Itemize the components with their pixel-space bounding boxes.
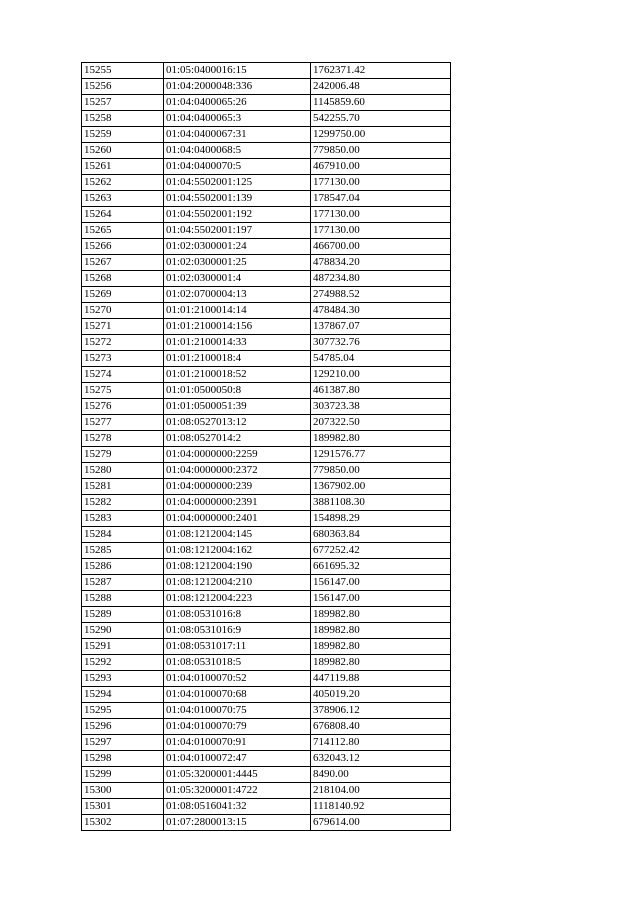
row-number-cell: 15259 xyxy=(82,127,164,143)
row-number-cell: 15269 xyxy=(82,287,164,303)
table-row xyxy=(82,527,451,543)
value-cell: 487234.80 xyxy=(311,271,451,287)
cadastral-number-cell: 01:08:0516041:32 xyxy=(164,799,311,815)
table-row xyxy=(82,719,451,735)
cadastral-number-cell: 01:05:0400016:15 xyxy=(164,63,311,79)
value-cell: 779850.00 xyxy=(311,143,451,159)
value-cell: 1299750.00 xyxy=(311,127,451,143)
table-row xyxy=(82,239,451,255)
table-row xyxy=(82,175,451,191)
cadastral-number-cell: 01:08:0531016:8 xyxy=(164,607,311,623)
value-cell: 467910.00 xyxy=(311,159,451,175)
table-row xyxy=(82,559,451,575)
value-cell: 307732.76 xyxy=(311,335,451,351)
value-cell: 779850.00 xyxy=(311,463,451,479)
row-number-cell: 15263 xyxy=(82,191,164,207)
row-number-cell: 15272 xyxy=(82,335,164,351)
row-number-cell: 15297 xyxy=(82,735,164,751)
table-row xyxy=(82,591,451,607)
table-row xyxy=(82,575,451,591)
row-number-cell: 15270 xyxy=(82,303,164,319)
table-row xyxy=(82,431,451,447)
table-row xyxy=(82,303,451,319)
table-row xyxy=(82,703,451,719)
row-number-cell: 15275 xyxy=(82,383,164,399)
cadastral-number-cell: 01:01:2100014:156 xyxy=(164,319,311,335)
table-row xyxy=(82,767,451,783)
row-number-cell: 15301 xyxy=(82,799,164,815)
value-cell: 178547.04 xyxy=(311,191,451,207)
table-row xyxy=(82,639,451,655)
table-row xyxy=(82,223,451,239)
row-number-cell: 15268 xyxy=(82,271,164,287)
cadastral-number-cell: 01:08:1212004:162 xyxy=(164,543,311,559)
cadastral-number-cell: 01:04:0000000:2401 xyxy=(164,511,311,527)
value-cell: 189982.80 xyxy=(311,623,451,639)
cadastral-number-cell: 01:04:0400065:3 xyxy=(164,111,311,127)
row-number-cell: 15291 xyxy=(82,639,164,655)
value-cell: 378906.12 xyxy=(311,703,451,719)
cadastral-number-cell: 01:08:1212004:223 xyxy=(164,591,311,607)
row-number-cell: 15271 xyxy=(82,319,164,335)
cadastral-number-cell: 01:04:5502001:192 xyxy=(164,207,311,223)
row-number-cell: 15285 xyxy=(82,543,164,559)
table-row xyxy=(82,463,451,479)
value-cell: 478484.30 xyxy=(311,303,451,319)
row-number-cell: 15295 xyxy=(82,703,164,719)
table-row xyxy=(82,367,451,383)
table-row xyxy=(82,399,451,415)
table-body xyxy=(82,63,451,831)
row-number-cell: 15256 xyxy=(82,79,164,95)
value-cell: 466700.00 xyxy=(311,239,451,255)
cadastral-number-cell: 01:05:3200001:4722 xyxy=(164,783,311,799)
cadastral-number-cell: 01:01:2100018:52 xyxy=(164,367,311,383)
cadastral-number-cell: 01:08:1212004:210 xyxy=(164,575,311,591)
table-row xyxy=(82,79,451,95)
table-row xyxy=(82,511,451,527)
cadastral-number-cell: 01:01:0500050:8 xyxy=(164,383,311,399)
row-number-cell: 15279 xyxy=(82,447,164,463)
cadastral-number-cell: 01:04:0100072:47 xyxy=(164,751,311,767)
value-cell: 177130.00 xyxy=(311,207,451,223)
value-cell: 676808.40 xyxy=(311,719,451,735)
value-cell: 156147.00 xyxy=(311,591,451,607)
value-cell: 1367902.00 xyxy=(311,479,451,495)
row-number-cell: 15302 xyxy=(82,815,164,831)
row-number-cell: 15276 xyxy=(82,399,164,415)
row-number-cell: 15260 xyxy=(82,143,164,159)
cadastral-number-cell: 01:04:0400065:26 xyxy=(164,95,311,111)
row-number-cell: 15267 xyxy=(82,255,164,271)
cadastral-number-cell: 01:04:0100070:91 xyxy=(164,735,311,751)
value-cell: 542255.70 xyxy=(311,111,451,127)
row-number-cell: 15290 xyxy=(82,623,164,639)
cadastral-number-cell: 01:01:2100018:4 xyxy=(164,351,311,367)
value-cell: 714112.80 xyxy=(311,735,451,751)
row-number-cell: 15277 xyxy=(82,415,164,431)
row-number-cell: 15266 xyxy=(82,239,164,255)
row-number-cell: 15300 xyxy=(82,783,164,799)
value-cell: 207322.50 xyxy=(311,415,451,431)
value-cell: 478834.20 xyxy=(311,255,451,271)
cadastral-number-cell: 01:08:0527014:2 xyxy=(164,431,311,447)
value-cell: 405019.20 xyxy=(311,687,451,703)
cadastral-number-cell: 01:04:5502001:139 xyxy=(164,191,311,207)
row-number-cell: 15292 xyxy=(82,655,164,671)
cadastral-number-cell: 01:04:5502001:197 xyxy=(164,223,311,239)
row-number-cell: 15287 xyxy=(82,575,164,591)
value-cell: 154898.29 xyxy=(311,511,451,527)
table-row xyxy=(82,159,451,175)
table-row xyxy=(82,479,451,495)
value-cell: 54785.04 xyxy=(311,351,451,367)
row-number-cell: 15278 xyxy=(82,431,164,447)
cadastral-number-cell: 01:04:0100070:68 xyxy=(164,687,311,703)
cadastral-number-cell: 01:02:0700004:13 xyxy=(164,287,311,303)
row-number-cell: 15288 xyxy=(82,591,164,607)
value-cell: 632043.12 xyxy=(311,751,451,767)
row-number-cell: 15286 xyxy=(82,559,164,575)
table-row xyxy=(82,687,451,703)
value-cell: 1145859.60 xyxy=(311,95,451,111)
cadastral-number-cell: 01:01:0500051:39 xyxy=(164,399,311,415)
cadastral-number-cell: 01:04:0100070:75 xyxy=(164,703,311,719)
value-cell: 661695.32 xyxy=(311,559,451,575)
table-row xyxy=(82,543,451,559)
row-number-cell: 15289 xyxy=(82,607,164,623)
cadastral-number-cell: 01:08:0527013:12 xyxy=(164,415,311,431)
cadastral-number-cell: 01:08:1212004:145 xyxy=(164,527,311,543)
row-number-cell: 15282 xyxy=(82,495,164,511)
value-cell: 218104.00 xyxy=(311,783,451,799)
cadastral-number-cell: 01:04:0100070:52 xyxy=(164,671,311,687)
row-number-cell: 15298 xyxy=(82,751,164,767)
table-row xyxy=(82,127,451,143)
value-cell: 242006.48 xyxy=(311,79,451,95)
value-cell: 189982.80 xyxy=(311,607,451,623)
cadastral-number-cell: 01:08:0531016:9 xyxy=(164,623,311,639)
table-row xyxy=(82,623,451,639)
table-row xyxy=(82,143,451,159)
value-cell: 1762371.42 xyxy=(311,63,451,79)
cadastral-number-cell: 01:08:1212004:190 xyxy=(164,559,311,575)
row-number-cell: 15274 xyxy=(82,367,164,383)
value-cell: 447119.88 xyxy=(311,671,451,687)
table-row xyxy=(82,655,451,671)
row-number-cell: 15294 xyxy=(82,687,164,703)
value-cell: 129210.00 xyxy=(311,367,451,383)
row-number-cell: 15264 xyxy=(82,207,164,223)
cadastral-number-cell: 01:04:0000000:2259 xyxy=(164,447,311,463)
cadastral-number-cell: 01:04:0000000:239 xyxy=(164,479,311,495)
table-row xyxy=(82,255,451,271)
value-cell: 1118140.92 xyxy=(311,799,451,815)
cadastral-number-cell: 01:04:5502001:125 xyxy=(164,175,311,191)
value-cell: 677252.42 xyxy=(311,543,451,559)
value-cell: 189982.80 xyxy=(311,431,451,447)
row-number-cell: 15257 xyxy=(82,95,164,111)
value-cell: 189982.80 xyxy=(311,639,451,655)
cadastral-number-cell: 01:05:3200001:4445 xyxy=(164,767,311,783)
row-number-cell: 15284 xyxy=(82,527,164,543)
row-number-cell: 15281 xyxy=(82,479,164,495)
cadastral-number-cell: 01:04:0100070:79 xyxy=(164,719,311,735)
table-row xyxy=(82,607,451,623)
cadastral-value-table xyxy=(81,62,451,831)
cadastral-number-cell: 01:02:0300001:4 xyxy=(164,271,311,287)
row-number-cell: 15296 xyxy=(82,719,164,735)
value-cell: 679614.00 xyxy=(311,815,451,831)
table-row xyxy=(82,799,451,815)
cadastral-number-cell: 01:04:0400070:5 xyxy=(164,159,311,175)
row-number-cell: 15283 xyxy=(82,511,164,527)
row-number-cell: 15261 xyxy=(82,159,164,175)
row-number-cell: 15299 xyxy=(82,767,164,783)
value-cell: 8490.00 xyxy=(311,767,451,783)
cadastral-number-cell: 01:08:0531018:5 xyxy=(164,655,311,671)
value-cell: 137867.07 xyxy=(311,319,451,335)
table-row xyxy=(82,671,451,687)
table-row xyxy=(82,191,451,207)
row-number-cell: 15293 xyxy=(82,671,164,687)
cadastral-number-cell: 01:04:0000000:2391 xyxy=(164,495,311,511)
row-number-cell: 15262 xyxy=(82,175,164,191)
table-row xyxy=(82,63,451,79)
value-cell: 1291576.77 xyxy=(311,447,451,463)
cadastral-number-cell: 01:07:2800013:15 xyxy=(164,815,311,831)
table-row xyxy=(82,815,451,831)
row-number-cell: 15265 xyxy=(82,223,164,239)
value-cell: 189982.80 xyxy=(311,655,451,671)
cadastral-number-cell: 01:04:2000048:336 xyxy=(164,79,311,95)
value-cell: 680363.84 xyxy=(311,527,451,543)
value-cell: 3881108.30 xyxy=(311,495,451,511)
table-row xyxy=(82,351,451,367)
table-row xyxy=(82,287,451,303)
table-row xyxy=(82,783,451,799)
table-row xyxy=(82,335,451,351)
table-row xyxy=(82,207,451,223)
row-number-cell: 15258 xyxy=(82,111,164,127)
table-row xyxy=(82,271,451,287)
table-row xyxy=(82,735,451,751)
table-row xyxy=(82,495,451,511)
table-row xyxy=(82,415,451,431)
value-cell: 303723.38 xyxy=(311,399,451,415)
cadastral-number-cell: 01:01:2100014:14 xyxy=(164,303,311,319)
table-row xyxy=(82,111,451,127)
cadastral-number-cell: 01:02:0300001:24 xyxy=(164,239,311,255)
table-row xyxy=(82,319,451,335)
table-row xyxy=(82,447,451,463)
table-row xyxy=(82,383,451,399)
cadastral-number-cell: 01:02:0300001:25 xyxy=(164,255,311,271)
table-row xyxy=(82,751,451,767)
cadastral-number-cell: 01:04:0400068:5 xyxy=(164,143,311,159)
row-number-cell: 15273 xyxy=(82,351,164,367)
row-number-cell: 15255 xyxy=(82,63,164,79)
cadastral-number-cell: 01:04:0400067:31 xyxy=(164,127,311,143)
cadastral-number-cell: 01:04:0000000:2372 xyxy=(164,463,311,479)
value-cell: 156147.00 xyxy=(311,575,451,591)
value-cell: 461387.80 xyxy=(311,383,451,399)
value-cell: 177130.00 xyxy=(311,175,451,191)
cadastral-number-cell: 01:08:0531017:11 xyxy=(164,639,311,655)
row-number-cell: 15280 xyxy=(82,463,164,479)
value-cell: 274988.52 xyxy=(311,287,451,303)
table-row xyxy=(82,95,451,111)
value-cell: 177130.00 xyxy=(311,223,451,239)
cadastral-number-cell: 01:01:2100014:33 xyxy=(164,335,311,351)
